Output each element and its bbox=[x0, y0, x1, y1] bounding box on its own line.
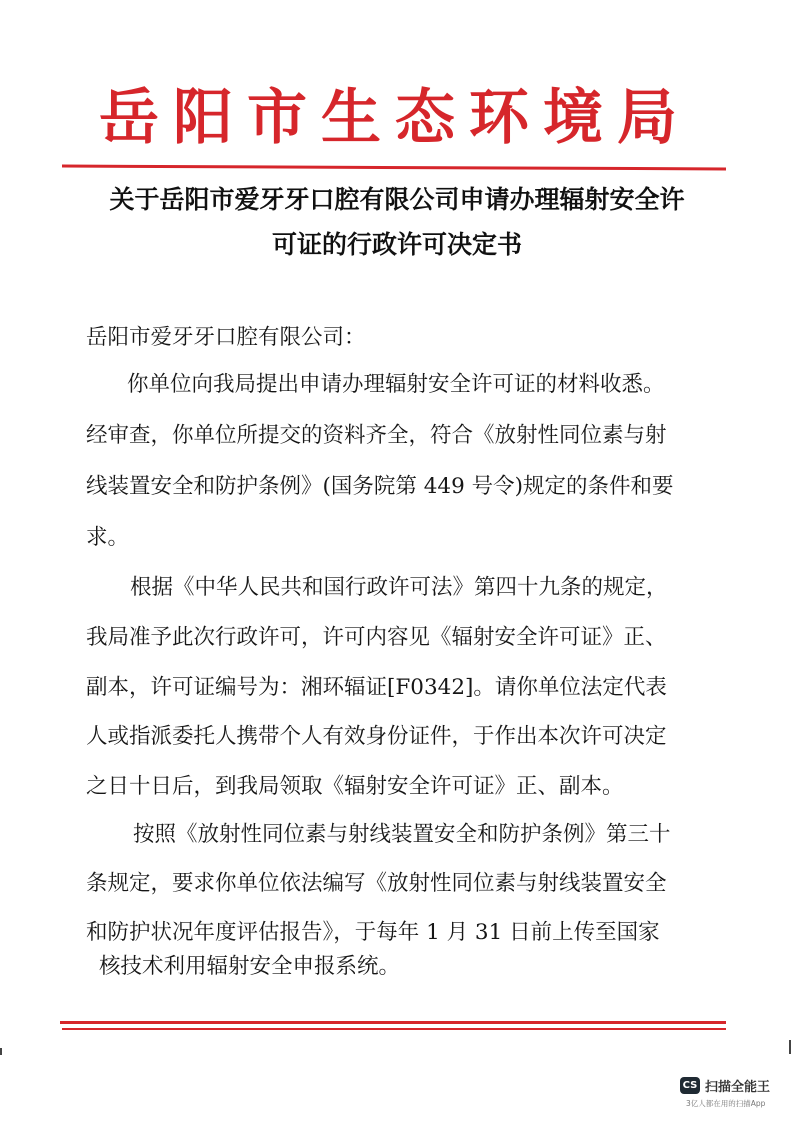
scan-edge-mark bbox=[0, 1048, 2, 1055]
addressee: 岳阳市爱牙牙口腔有限公司： bbox=[86, 325, 366, 350]
body-line: 求。 bbox=[86, 525, 130, 550]
body-line: 核技术利用辐射安全申报系统。 bbox=[99, 954, 401, 979]
document-title-line-1: 关于岳阳市爱牙牙口腔有限公司申请办理辐射安全许 bbox=[109, 185, 685, 214]
body-line: 条规定，要求你单位依法编写《放射性同位素与射线装置安全 bbox=[86, 871, 667, 896]
body-line: 之日十日后，到我局领取《辐射安全许可证》正、副本。 bbox=[86, 774, 624, 799]
scanner-watermark bbox=[680, 1076, 788, 1109]
document-title-line-2: 可证的行政许可决定书 bbox=[271, 230, 522, 259]
body-line: 我局准予此次行政许可，许可内容见《辐射安全许可证》正、 bbox=[86, 625, 667, 650]
body-line: 和防护状况年度评估报告》，于每年 1 月 31 日前上传至国家 bbox=[86, 920, 660, 945]
watermark-tagline: 3亿人都在用的扫描App bbox=[686, 1099, 766, 1108]
red-divider-top bbox=[62, 165, 726, 171]
scan-edge-mark bbox=[789, 1040, 791, 1054]
camscanner-logo-icon: CS bbox=[680, 1077, 700, 1094]
body-line: 你单位向我局提出申请办理辐射安全许可证的材料收悉。 bbox=[127, 372, 665, 397]
body-line: 线装置安全和防护条例》(国务院第 449 号令)规定的条件和要 bbox=[86, 474, 674, 499]
red-divider-bottom-thin bbox=[62, 1028, 726, 1030]
body-line: 副本，许可证编号为：湘环辐证[F0342]。请你单位法定代表 bbox=[86, 675, 667, 700]
watermark-app-name: 扫描全能王 bbox=[705, 1080, 771, 1095]
masthead-title: 岳阳市生态环境局 bbox=[99, 83, 691, 153]
body-line: 根据《中华人民共和国行政许可法》第四十九条的规定， bbox=[130, 575, 668, 600]
body-line: 人或指派委托人携带个人有效身份证件，于作出本次许可决定 bbox=[86, 724, 667, 749]
body-line: 按照《放射性同位素与射线装置安全和防护条例》第三十 bbox=[133, 822, 671, 847]
body-line: 经审查，你单位所提交的资料齐全，符合《放射性同位素与射 bbox=[86, 423, 667, 448]
red-divider-bottom bbox=[60, 1021, 726, 1024]
